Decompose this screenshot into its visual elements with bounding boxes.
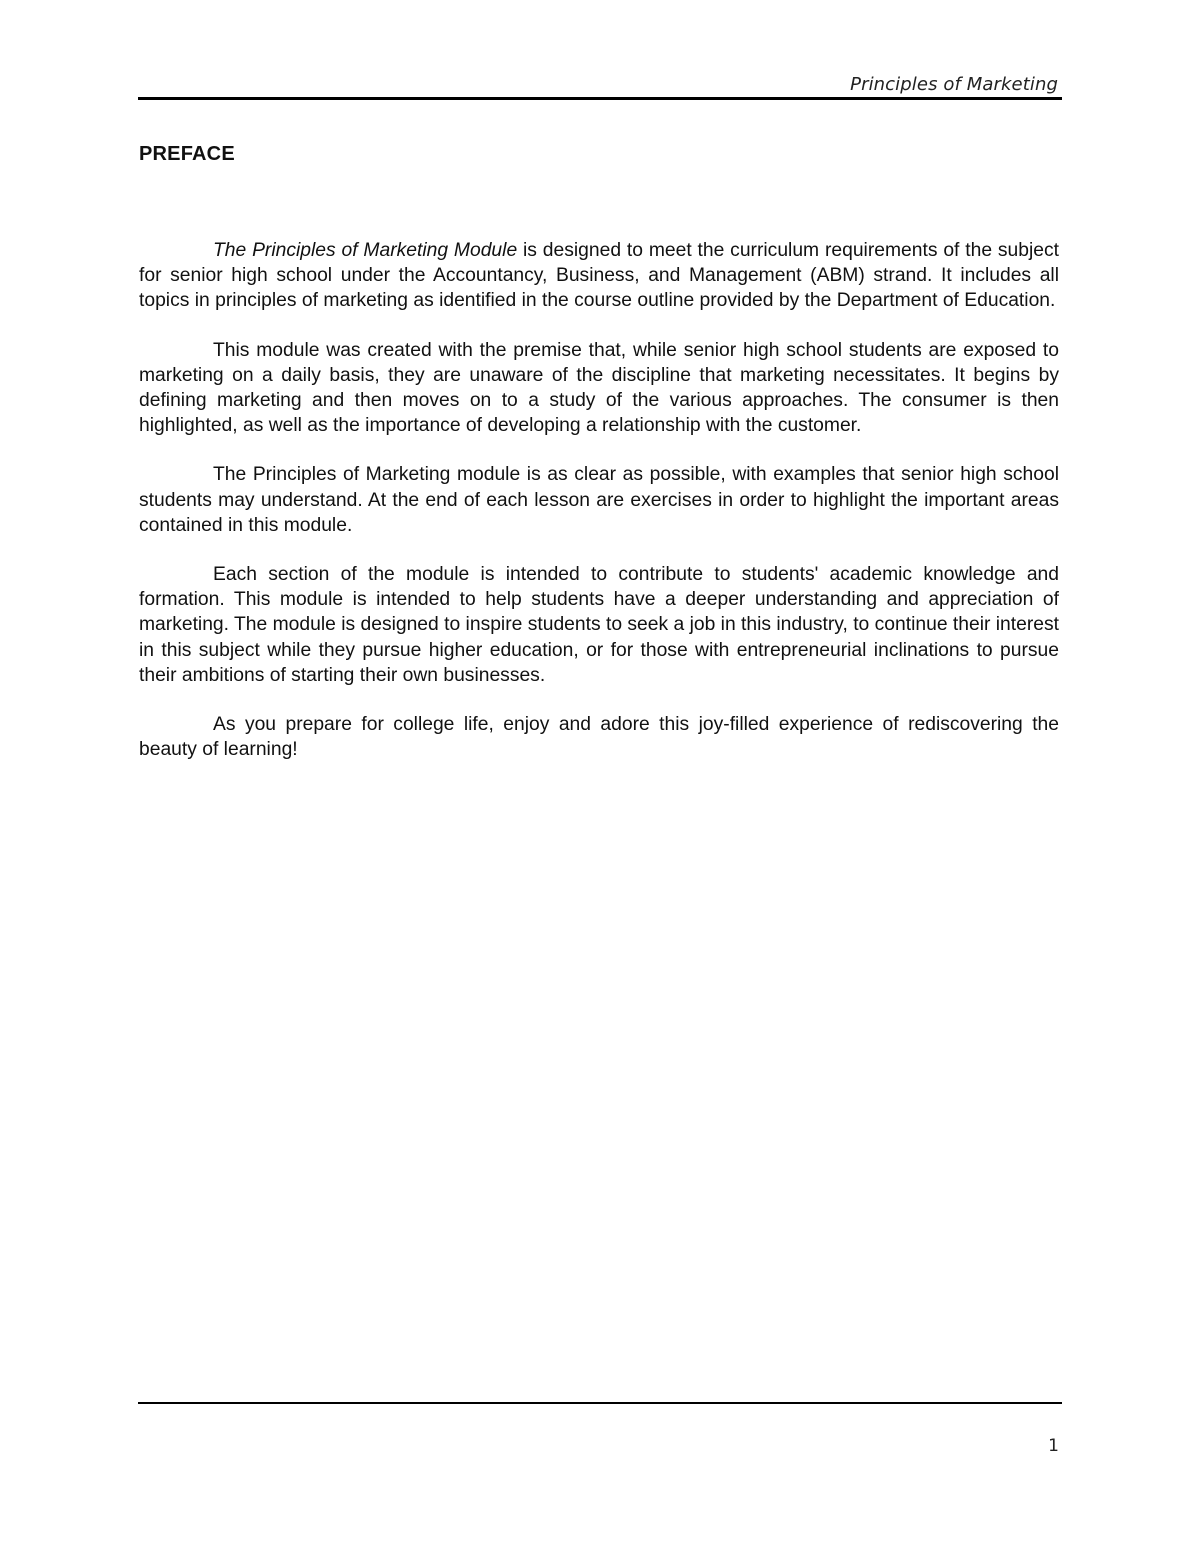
paragraph-5: As you prepare for college life, enjoy and adore this joy-filled experience of rediscovering the beauty of learning!: [139, 714, 1059, 761]
paragraph-3: The Principles of Marketing module is as clear as possible, with examples that senior high school students may understand. At the end of each lesson are exercises in order to highlight the important areas contained in this module.: [139, 464, 1059, 536]
paragraph-2: This module was created with the premise that, while senior high school students are exposed to marketing on a daily basis, they are unaware of the discipline that marketing necessitates. It begins by defining marketing and then moves on to a study of the various approaches. The consumer is then highlighted, as well as the importance of developing a relationship with the customer.: [139, 339, 1059, 437]
page-number: 1: [1048, 1436, 1059, 1456]
paragraph-1-text: is designed to meet the curriculum requirements of the subject for senior high school under the Accountancy, Business, and Management (ABM) strand. It includes all topics in principles of marketing as identified in the course outline provided by the Department of Education.: [139, 240, 1059, 312]
page-title: PREFACE: [139, 143, 235, 165]
paragraph-1: [139, 238, 1059, 314]
footer-rule: [138, 1402, 1062, 1404]
header-rule: [138, 97, 1062, 100]
paragraph-4: Each section of the module is intended to contribute to students' academic knowledge and formation. This module is intended to help students have a deeper understanding and appreciation of marketing. The module is designed to inspire students to seek a job in this industry, to continue their interest in this subject while they pursue higher education, or for those with entrepreneurial inclinations to pursue their ambitions of starting their own businesses.: [139, 564, 1059, 686]
preface-body: [139, 238, 1059, 762]
module-title-italic: The Principles of Marketing Module: [213, 240, 518, 261]
running-header-title: Principles of Marketing: [850, 74, 1058, 95]
